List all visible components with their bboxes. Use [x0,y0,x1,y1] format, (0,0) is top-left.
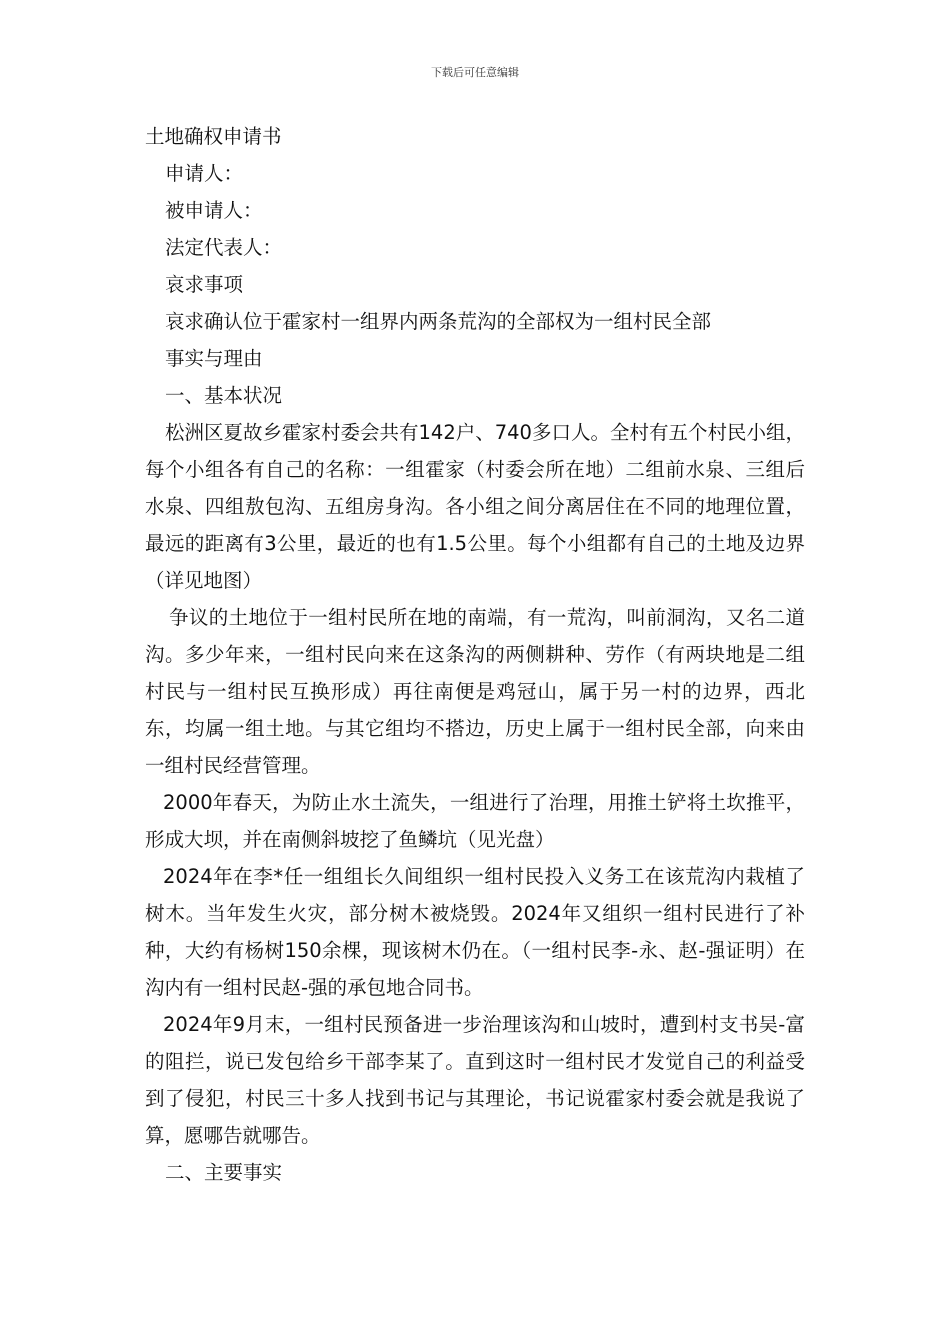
paragraph-disputed-land: 争议的土地位于一组村民所在地的南端，有一荒沟，叫前洞沟，又名二道沟。多少年来，一组村民向来在这条沟的两侧耕种、劳作（有两块地是二组村民与一组村民互换形成）再往南便是鸡冠山，属于另一村的边界，西北东，均属一组土地。与其它组均不搭边，历史上属于一组村民全部，向来由一组村民经营管理。 [145,606,805,777]
paragraph-basic-situation: 松洲区夏故乡霍家村委会共有142户、740多口人。全村有五个村民小组，每个小组各有自己的名称：一组霍家（村委会所在地）二组前水泉、三组后水泉、四组敖包沟、五组房身沟。各小组之间分离居住在不同的地理位置，最远的距离有3公里，最近的也有1.5公里。每个小组都有自己的土地及边界（详见地图） [145,421,805,592]
respondent-line: 被申请人： [165,199,263,222]
section2-heading: 二、主要事实 [165,1161,283,1184]
request-heading: 哀求事项 [165,273,244,296]
facts-heading: 事实与理由 [165,347,263,370]
document-title: 土地确权申请书 [145,125,282,148]
page-header-note: 下载后可任意编辑 [431,66,519,79]
document-body [145,118,805,1191]
paragraph-2000-treatment: 2000年春天，为防止水土流失，一组进行了治理，用推土铲将土坎推平，形成大坝，并在南侧斜坡挖了鱼鳞坑（见光盘） [145,791,805,851]
request-text: 哀求确认位于霍家村一组界内两条荒沟的全部权为一组村民全部 [165,310,712,333]
applicant-line: 申请人： [165,162,244,185]
paragraph-tree-planting: 2024年在李*任一组组长久间组织一组村民投入义务工在该荒沟内栽植了树木。当年发生火灾，部分树木被烧毁。2024年又组织一组村民进行了补种，大约有杨树150余棵，现该树木仍在。（一组村民李-永、赵-强证明）在沟内有一组村民赵-强的承包地合同书。 [145,865,805,999]
section1-heading: 一、基本状况 [165,384,283,407]
paragraph-obstruction: 2024年9月末，一组村民预备进一步治理该沟和山坡时，遭到村支书吴-富的阻拦，说已发包给乡干部李某了。直到这时一组村民才发觉自己的利益受到了侵犯，村民三十多人找到书记与其理论，书记说霍家村委会就是我说了算，愿哪告就哪告。 [145,1013,805,1147]
legal-rep-line: 法定代表人： [165,236,283,259]
